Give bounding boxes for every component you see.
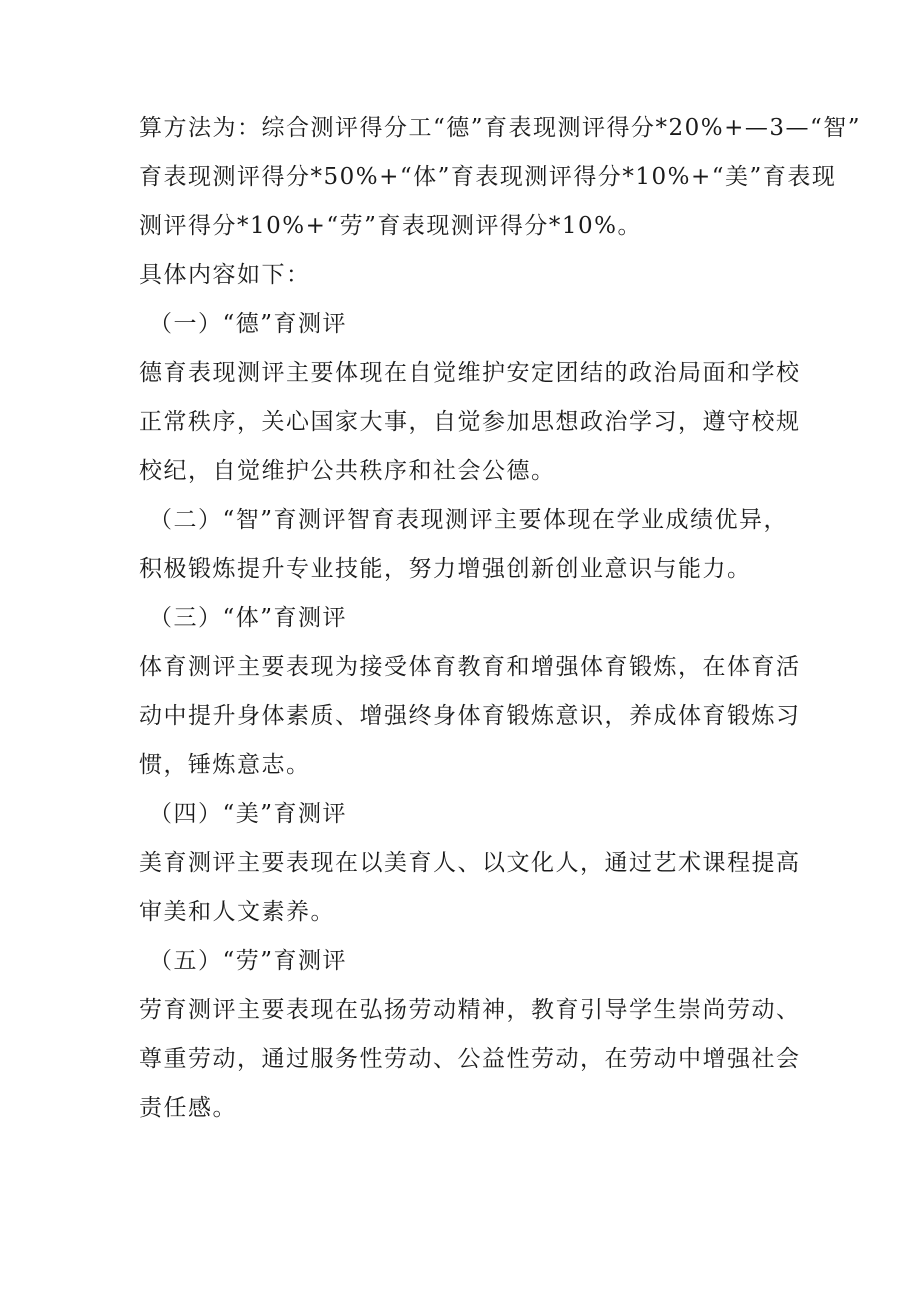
heading-labor [139, 937, 819, 986]
moral-line-1: 德育表现测评主要体现在自觉维护安定团结的政治局面和学校 [139, 360, 801, 386]
formula-line-3: 测评得分*10%+“劳”育表现测评得分*10%。 [139, 213, 643, 239]
formula-line-1: 算方法为：综合测评得分工“德”育表现测评得分*20%+—3—“智” [139, 115, 862, 141]
aesthetic-line-2: 审美和人文素养。 [139, 899, 335, 925]
intellectual-line-2: 积极锻炼提升专业技能，努力增强创新创业意识与能力。 [139, 556, 752, 582]
moral-line-3: 校纪，自觉维护公共秩序和社会公德。 [139, 458, 556, 484]
formula-line-2: 育表现测评得分*50%+“体”育表现测评得分*10%+“美”育表现 [139, 164, 837, 190]
moral-line-2: 正常秩序，关心国家大事，自觉参加思想政治学习，遵守校规 [139, 409, 801, 435]
moral-paragraph [139, 349, 819, 496]
heading-moral [139, 300, 819, 349]
intro-line: 具体内容如下： [139, 262, 311, 288]
physical-paragraph [139, 643, 819, 790]
physical-line-1: 体育测评主要表现为接受体育教育和增强体育锻炼，在体育活 [139, 654, 801, 680]
heading-aesthetic [139, 790, 819, 839]
document-body [139, 104, 862, 1133]
physical-line-3: 惯，锤炼意志。 [139, 752, 311, 778]
aesthetic-line-1: 美育测评主要表现在以美育人、以文化人，通过艺术课程提高 [139, 850, 801, 876]
labor-line-2: 尊重劳动，通过服务性劳动、公益性劳动，在劳动中增强社会 [139, 1046, 801, 1072]
intro-paragraph [139, 251, 819, 300]
section-heading: （三）“体”育测评 [149, 605, 348, 631]
section-heading: （一）“德”育测评 [149, 311, 348, 337]
labor-paragraph [139, 986, 819, 1133]
formula-paragraph [139, 104, 862, 251]
labor-line-1: 劳育测评主要表现在弘扬劳动精神，教育引导学生崇尚劳动、 [139, 997, 801, 1023]
aesthetic-paragraph [139, 839, 819, 937]
section-heading: （四）“美”育测评 [149, 801, 348, 827]
heading-physical [139, 594, 819, 643]
physical-line-2: 动中提升身体素质、增强终身体育锻炼意识，养成体育锻炼习 [139, 703, 801, 729]
intellectual-line-1: （二）“智”育测评智育表现测评主要体现在学业成绩优异， [149, 507, 789, 533]
labor-line-3: 责任感。 [139, 1095, 237, 1121]
section-heading: （五）“劳”育测评 [149, 948, 348, 974]
heading-intellectual [139, 496, 819, 594]
